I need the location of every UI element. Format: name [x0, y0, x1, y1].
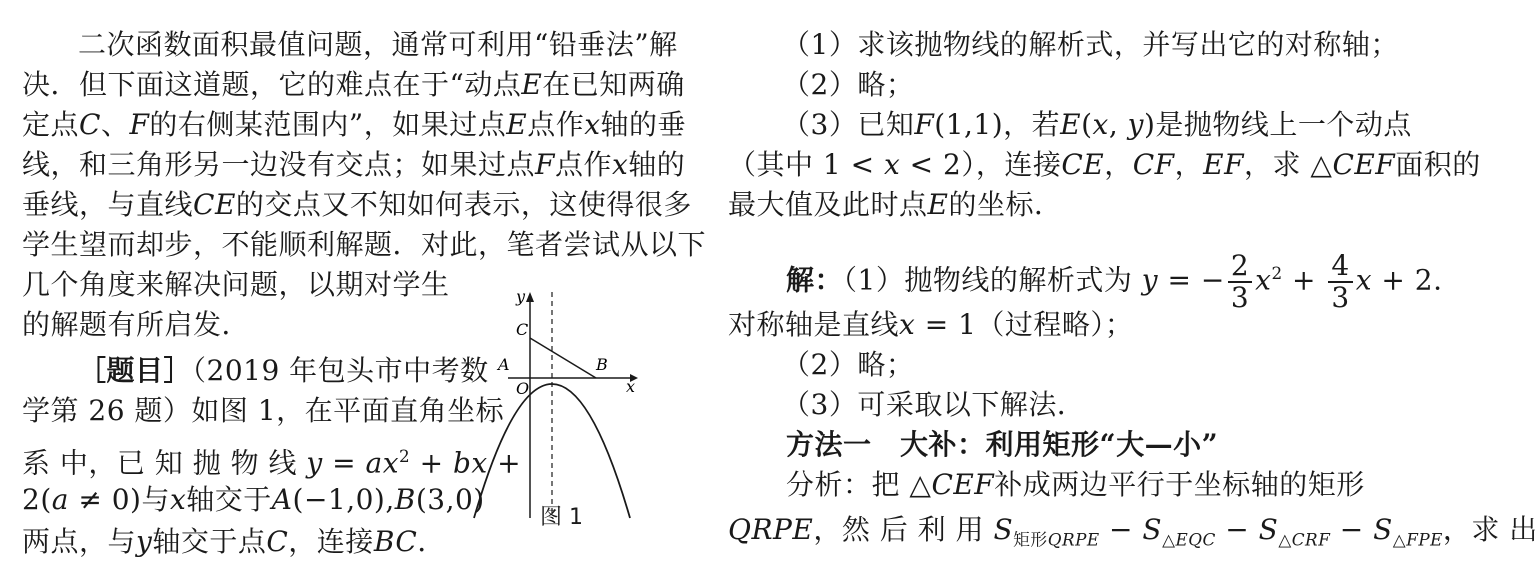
right-line-7: 对称轴是直线x = 1（过程略）；: [728, 308, 1134, 341]
right-line-12: QRPE，然 后 利 用 $S_{矩形QRPE} - S_{\triangle EQC} - S_{\triangle CRF} - S_{\triangle FPE}$，求 出: [728, 513, 1538, 550]
left-line-6: 学生望而却步，不能顺利解题．对此，笔者尝试从以下: [22, 228, 707, 261]
right-line-4: （其中 1 < x < 2），连接CE，CF，EF，求 △CEF面积的: [728, 148, 1481, 181]
right-line-2: （2）略；: [782, 68, 915, 101]
left-line-10: 学第 26 题）如图 1，在平面直角坐标: [22, 394, 505, 427]
left-line-7: 几个角度来解决问题，以期对学生: [22, 268, 450, 301]
method-one-heading: 方法一 大补：利用矩形“大—小”: [786, 428, 1219, 461]
left-line-1: 二次函数面积最值问题，通常可利用“铅垂法”解: [78, 28, 678, 61]
left-line-2: 决．但下面这道题，它的难点在于“动点E在已知两确: [22, 68, 685, 101]
left-line-12: 2(a ≠ 0)与x轴交于A(−1,0),B(3,0): [22, 483, 485, 516]
segment-bc: [530, 338, 596, 378]
figure-caption: 图 1: [540, 505, 583, 530]
label-b: B: [596, 355, 608, 374]
parabola-figure: [468, 280, 648, 530]
label-y: y: [516, 287, 526, 306]
label-o: O: [516, 379, 530, 398]
left-line-3: 定点C、F的右侧某范围内”，如果过点E点作x轴的垂: [22, 108, 687, 141]
left-line-9: ［题目］（2019 年包头市中考数: [78, 354, 489, 387]
fraction-four-thirds: $\frac{4}{3}$: [1328, 251, 1352, 313]
label-x: x: [626, 377, 636, 396]
solution-tag: 解：: [786, 263, 844, 297]
y-axis-arrow: [526, 292, 534, 302]
left-line-13: 两点，与y轴交于点C，连接BC．: [22, 525, 446, 558]
right-line-9: （3）可采取以下解法．: [782, 388, 1086, 421]
left-line-8: 的解题有所启发．: [22, 308, 251, 341]
right-line-11: 分析：把 △CEF补成两边平行于坐标轴的矩形: [786, 468, 1365, 501]
right-line-8: （2）略；: [782, 348, 915, 381]
problem-tag: ［题目］: [78, 354, 193, 387]
label-c: C: [516, 320, 529, 339]
right-line-3: （3）已知F(1,1)，若E(x, y)是抛物线上一个动点: [782, 108, 1412, 141]
left-line-4: 线，和三角形另一边没有交点；如果过点F点作x轴的: [22, 148, 686, 181]
left-line-11: 系 中，已 知 抛 物 线 $y = ax^2$ + bx +: [22, 446, 522, 480]
right-line-5: 最大值及此时点E的坐标．: [728, 188, 1063, 221]
label-a: A: [498, 355, 510, 374]
right-line-6-solution: 解：（1）抛物线的解析式为 y = − $\frac{2}{3}$ $x^2$ + $\frac{4}{3}$ x + 2.: [786, 248, 1443, 314]
right-line-1: （1）求该抛物线的解析式，并写出它的对称轴；: [782, 28, 1399, 61]
fraction-two-thirds: $\frac{2}{3}$: [1228, 251, 1252, 313]
left-line-5: 垂线，与直线CE的交点又不知如何表示，这使得很多: [22, 188, 692, 221]
